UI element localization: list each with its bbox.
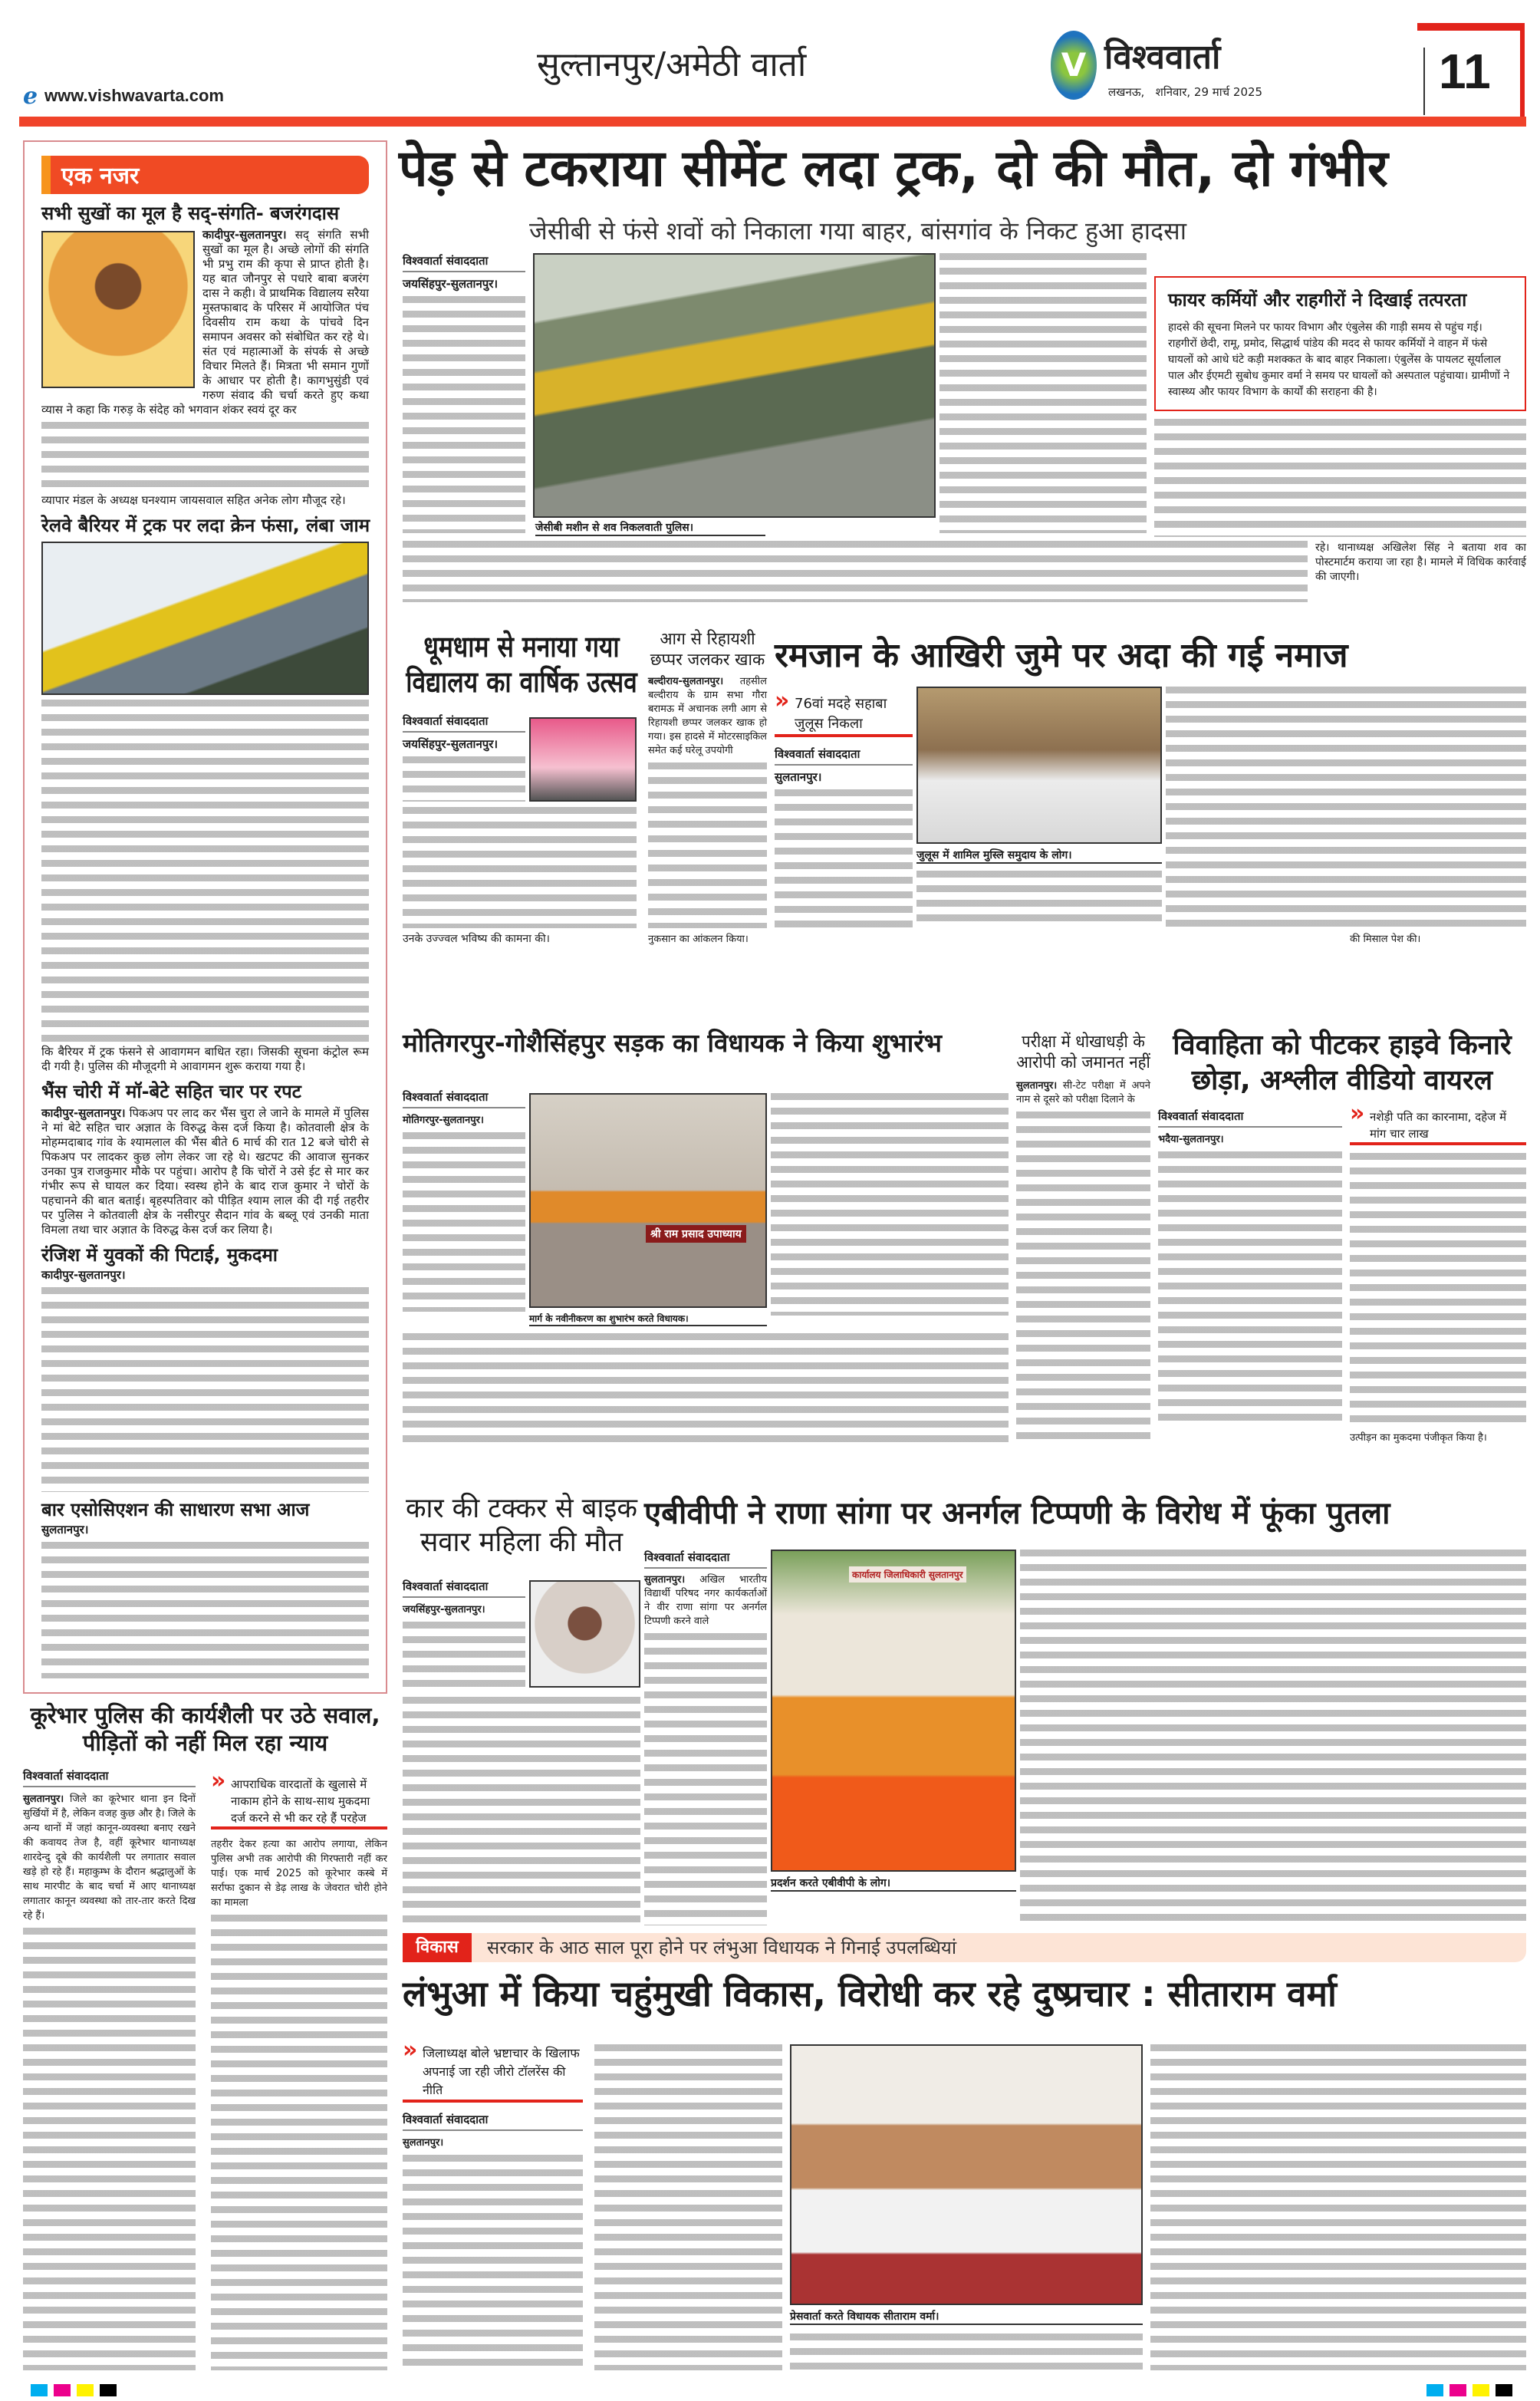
office-sign-text: कार्यालय जिलाधिकारी सुलतानपुर xyxy=(849,1566,966,1583)
story-lead: कादीपुर-सुलतानपुर। xyxy=(41,1267,126,1282)
dateline: सुलतानपुर। xyxy=(775,770,822,784)
byline: विश्ववार्ता संवाददाता xyxy=(775,746,913,766)
story-text: व्यापार मंडल के अध्यक्ष घनश्याम जायसवाल सहित अनेक लोग मौजूद रहे। xyxy=(41,493,346,508)
registration-mark xyxy=(1450,2384,1466,2396)
byline: विश्ववार्ता संवाददाता xyxy=(403,713,525,733)
story-tail: रहे। थानाध्यक्ष अखिलेश सिंह ने बताया शव का पोस्टमार्टम कराया जा रहा है। मामले में विधिक कार्रवाई की जाएगी। xyxy=(1315,542,1526,583)
byline: विश्ववार्ता संवाददाता xyxy=(644,1550,767,1569)
text-lines xyxy=(403,1132,525,1312)
effigy-protest-photo xyxy=(771,1550,1016,1872)
school-event-photo xyxy=(529,717,637,802)
byline: विश्ववार्ता संवाददाता xyxy=(1158,1108,1342,1128)
story-tail: नुकसान का आंकलन किया। xyxy=(648,934,749,945)
story-lead: सुलतानपुर। xyxy=(41,1522,89,1536)
ramzan-headline: रमजान के आखिरी जुमे पर अदा की गई नमाज xyxy=(775,636,1348,675)
registration-mark xyxy=(100,2384,117,2396)
registration-mark xyxy=(1426,2384,1443,2396)
story-tail: उनके उज्ज्वल भविष्य की कामना की। xyxy=(403,933,550,945)
text-lines xyxy=(41,1542,369,1678)
speaker-photo xyxy=(41,231,195,388)
story-headline: बार एसोसिएशन की साधारण सभा आज xyxy=(41,1498,310,1520)
registration-mark xyxy=(1473,2384,1489,2396)
box-headline: फायर कर्मियों और राहगीरों ने दिखाई तत्परता xyxy=(1168,289,1467,311)
registration-mark xyxy=(1496,2384,1512,2396)
photo-caption: जेसीबी मशीन से शव निकलवाती पुलिस। xyxy=(535,520,765,536)
text-lines xyxy=(403,2155,583,2370)
fire-headline: आग से रिहायशी छप्पर जलकर खाक xyxy=(650,630,765,670)
byline: विश्ववार्ता संवाददाता xyxy=(403,1089,525,1108)
victim-photo xyxy=(529,1580,640,1688)
story-headline: रेलवे बैरियर में ट्रक पर लदा क्रेन फंसा, लंबा जाम xyxy=(41,515,370,537)
text-lines xyxy=(1016,1112,1150,1442)
plaque-text: श्री राम प्रसाद उपाध्याय xyxy=(646,1225,746,1243)
press-conference-photo xyxy=(790,2044,1143,2305)
story-headline: भैंस चोरी में मॉ-बेटे सहित चार पर रपट xyxy=(41,1080,301,1102)
exam-headline: परीक्षा में धोखाधड़ी के आरोपी को जमानत नहीं xyxy=(1016,1033,1150,1072)
pull-quote: » आपराधिक वारदातों के खुलासे में नाकाम होने के साथ-साथ मुकदमा दर्ज करने से भी कर रहे हैं परहेज xyxy=(211,1776,387,1830)
dateline: जयसिंहपुर-सुलतानपुर। xyxy=(403,1604,485,1615)
text-lines xyxy=(1154,419,1526,537)
pull-quote: » 76वां मदहे सहाबा जुलूस निकला xyxy=(775,694,913,737)
abvp-text: सुलतानपुर। अखिल भारतीय विद्यार्थी परिषद नगर कार्यकर्ताओं ने वीर राणा सांगा पर अनर्गल टिप्पणी करने वाले xyxy=(644,1574,767,1627)
fire-box xyxy=(1154,276,1526,411)
kurebhar-headline: कूरेभार पुलिस की कार्यशैली पर उठे सवाल, पीड़ितों को नहीं मिल रहा न्याय xyxy=(30,1702,380,1756)
byline: विश्ववार्ता संवाददाता xyxy=(403,2112,583,2131)
road-inauguration-photo xyxy=(529,1093,767,1308)
bride-headline: विवाहिता को पीटकर हाइवे किनारे छोड़ा, अश्लील वीडियो वायरल xyxy=(1173,1029,1512,1096)
text-lines xyxy=(1158,1151,1342,1427)
ie-icon: e xyxy=(23,83,38,110)
story-text: कादीपुर-सुलतानपुर। सद् संगति सभी सुखों का मूल है। अच्छे लोगों की संगति भी प्रभु राम की कृपा से प्राप्त होती है। यह बात जौनपुर से पधारे बाबा बजरंग दास ने कही। वे प्राथमिक विद्यालय सरैया मुस्तफाबाद के परिसर में आयोजित पंच दिवसीय राम कथा के पांचवे दिन समापन अवसर को संबोधित कर रहे थे। संत एवं महात्माओं के संपर्क से अच्छे विचार मिलते हैं। मित्रता भी समान गुणों के आधार पर होती है। कागभुसुंडी एवं गरुण संवाद की चर्चा करते हुए कथा व्यास ने कहा कि गरुड़ के संदेह को भगवान शंकर स्वयं दूर कर xyxy=(41,228,369,417)
dateline: मोतिगरपुर-सुलतानपुर। xyxy=(403,1115,484,1126)
dateline: जयसिंहपुर-सुलतानपुर। xyxy=(403,737,499,751)
section-title: सुल्तानपुर/अमेठी वार्ता xyxy=(537,45,807,84)
website-link[interactable]: www.vishwavarta.com xyxy=(44,86,224,105)
kurebhar-text: तहरीर देकर हत्या का आरोप लगाया, लेकिन पुलिस अभी तक आरोपी की गिरफ्तारी नहीं कर पाई। एक मार्च 2025 को कूरेभार कस्बे में सर्राफा दुकान से डेढ़ लाख के जेवरात चोरी होने का मामला xyxy=(211,1839,387,1909)
story-headline: रंजिश में युवकों की पिटाई, मुकदमा xyxy=(41,1243,278,1266)
page-number: 11 xyxy=(1439,44,1491,99)
story-text: कादीपुर-सुलतानपुर। पिकअप पर लाद कर भैंस चुरा ले जाने के मामले में पुलिस ने मां बेटे सहित चार अज्ञात के विरुद्ध केस दर्ज किया है। कोतवाली क्षेत्र के मोहम्मदाबाद गांव के श्यामलाल की भैंस बीते 6 मार्च की रात 12 बजे चोरी से पिकअप पर लादकर कुछ लोग लेकर जा रहे थे। खटपट की आवाज सुनकर उनका पुत्र राजकुमार मौके पर पहुंचा। आरोप है कि चोरों ने उसे ईट से मार कर गंभीर रूप से घायल कर दिया। स्वस्थ होने के बाद राज कुमार ने चोरों के पहचानने की बात बताई। बृहस्पतिवार को पीड़ित श्याम लाल की दी गई तहरीर पर पुलिस ने कोतवाली क्षेत्र के नसीरपुर सैदान गांव के बब्लू एवं उनकी माता विमला तथा चार अज्ञात के विरुद्ध केस दर्ज कर लिया है। xyxy=(41,1105,369,1237)
crane-photo xyxy=(41,542,369,695)
kicker: सरकार के आठ साल पूरा होने पर लंभुआ विधायक ने गिनाई उपलब्धियां xyxy=(487,1937,957,1958)
page-number-box xyxy=(1417,23,1525,119)
photo-caption: प्रेसवार्ता करते विधायक सीताराम वर्मा। xyxy=(790,2309,1143,2325)
vikas-band xyxy=(403,1933,1526,1962)
procession-photo xyxy=(916,687,1162,844)
fire-text: बल्दीराय-सुलतानपुर। तहसील बल्दीराय के ग्राम सभा गौरा बरामऊ में अचानक लगी आग से रिहायशी छप्पर जलकर खाक हो गया। इस हादसे में मोटरसाइकिल समेत कई घरेलू उपयोगी xyxy=(648,676,767,756)
school-headline: धूमधाम से मनाया गया विद्यालय का वार्षिक उत्सव xyxy=(406,630,637,699)
story-tail: उत्पीड़न का मुकदमा पंजीकृत किया है। xyxy=(1350,1432,1487,1444)
masthead xyxy=(0,0,1540,130)
photo-caption: प्रदर्शन करते एबीवीपी के लोग। xyxy=(771,1876,1016,1892)
text-lines xyxy=(41,422,369,490)
registration-mark xyxy=(77,2384,94,2396)
brand-name: विश्ववार्ता xyxy=(1104,38,1221,77)
logo-icon: V xyxy=(1051,31,1097,100)
exam-text: सुलतानपुर। सी-टेट परीक्षा में अपने नाम से दूसरे को परीक्षा दिलाने के xyxy=(1016,1080,1150,1105)
dateline: सुलतानपुर। xyxy=(403,2137,444,2149)
text-lines xyxy=(775,789,913,928)
ek-nazar-label: एक नजर xyxy=(41,156,369,194)
byline: विश्ववार्ता संवाददाता xyxy=(403,1579,525,1598)
story-tail: की मिसाल पेश की। xyxy=(1350,934,1421,945)
byline: विश्ववार्ता संवाददाता xyxy=(403,253,525,272)
text-lines xyxy=(23,1928,196,2370)
text-lines xyxy=(1350,1153,1526,1427)
pull-quote: » नशेड़ी पति का कारनामा, दहेज में मांग चार लाख xyxy=(1350,1108,1526,1145)
box-text: हादसे की सूचना मिलने पर फायर विभाग और एंबुलेस की गाड़ी समय से पहुंच गई। राहगीरों छेदी, रामू, प्रमोद, सिद्धार्थ पांडेय की मदद से फायर कर्मियों ने वाहन में फंसे घायलों को आधे घंटे कड़ी मशक्कत के बाद बाहर निकाला। एंबुलेंस के पायलट सूर्यालाल पाल और ईएमटी सुबोध कुमार वर्मा ने समय पर घायलों को अस्पताल पहुंचाया। ग्रामीणों ने स्वास्थ्य और फायर विभाग के कार्यों की सराहना की है। xyxy=(1168,321,1510,398)
byline: विश्ववार्ता संवाददाता xyxy=(23,1768,196,1787)
text-lines xyxy=(211,1915,387,2370)
text-lines xyxy=(403,756,525,802)
text-lines xyxy=(403,296,525,533)
dateline: भदैया-सुलतानपुर। xyxy=(1158,1134,1224,1145)
registration-mark xyxy=(31,2384,48,2396)
dateline: जयसिंहपुर-सुलतानपुर। xyxy=(403,277,499,291)
photo-caption: जुलूस में शामिल मुस्लि समुदाय के लोग। xyxy=(916,848,1162,864)
story-text: कि बैरियर में ट्रक फंसने से आवागमन बाधित रहा। जिसकी सूचना कंट्रोल रूम दी गयी है। पुलिस की मौजूदगी मे आवागमन शुरू कराया गया है। xyxy=(41,1044,369,1073)
photo-caption: मार्ग के नवीनीकरण का शुभारंभ करते विधायक। xyxy=(529,1312,767,1326)
section-tag: विकास xyxy=(403,1933,472,1962)
registration-mark xyxy=(54,2384,71,2396)
jcb-accident-photo xyxy=(533,253,936,518)
abvp-headline: एबीवीपी ने राणा सांगा पर अनर्गल टिप्पणी के विरोध में फूंका पुतला xyxy=(644,1496,1390,1531)
lead-headline: पेड़ से टकराया सीमेंट लदा ट्रक, दो की मौत, दो गंभीर xyxy=(399,139,1388,198)
text-lines xyxy=(41,700,369,1041)
text-lines xyxy=(644,1633,767,1925)
lead-subheadline: जेसीबी से फंसे शवों को निकाला गया बाहर, बांसगांव के निकट हुआ हादसा xyxy=(529,216,1187,245)
text-lines xyxy=(403,1622,525,1694)
header-rule xyxy=(19,117,1526,127)
kurebhar-text: सुलतानपुर। जिले का कूरेभार थाना इन दिनों सुर्खियों में है, लेकिन वजह कुछ और है। जिले के अन्य थानों में जहां कानून-व्यवस्था बनाए रखने की कवायद तेज है, वहीं कूरेभार थानाध्यक्ष शारदेन्दु दूबे की कार्यशैली पर लगातार सवाल खड़े हो रहे हैं। महाकुम्भ के दौरान श्रद्धालुओं के साथ मारपीट के बाद चर्चा में आए थानाध्यक्ष लगातार कानून व्यवस्था को तार-तार करते दिख रहे हैं। xyxy=(23,1793,196,1922)
text-lines xyxy=(41,1287,369,1492)
lambhua-headline: लंभुआ में किया चहुंमुखी विकास, विरोधी कर रहे दुष्प्रचार : सीताराम वर्मा xyxy=(403,1973,1337,2014)
text-lines xyxy=(648,762,767,928)
car-headline: कार की टक्कर से बाइक सवार महिला की मौत xyxy=(405,1493,637,1558)
ek-nazar-box xyxy=(23,140,387,1694)
dateline: लखनऊ, शनिवार, 29 मार्च 2025 xyxy=(1108,85,1263,99)
story-headline: सभी सुखों का मूल है सद्-संगति- बजरंगदास xyxy=(41,203,340,224)
road-headline: मोतिगरपुर-गोशैसिंहपुर सड़क का विधायक ने किया शुभारंभ xyxy=(403,1028,942,1058)
pull-quote: » जिलाध्यक्ष बोले भ्रष्टाचार के खिलाफ अपनाई जा रही जीरो टॉलरेंस की नीति xyxy=(403,2044,583,2103)
